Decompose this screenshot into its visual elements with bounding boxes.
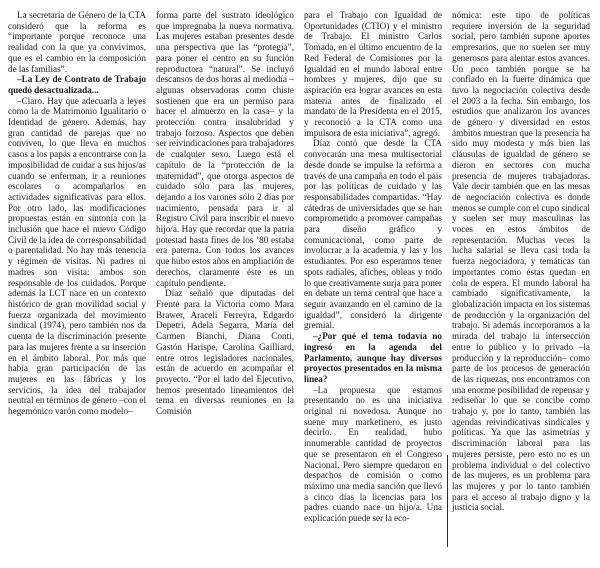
body-paragraph: para el Trabajo con Igualdad de Oportunidades (CTIO) y el ministro de Trabajo. El ministro Carlos Tomada, en el último encuentro de la Red Federal de Comisiones por la Igualdad en el mundo laboral entre hombres y mujeres, dijo que su aspiración era lograr avances en esta materia antes de finalizado el mandato de la Presidenta en el 2015, y reconoció a la CTA como una impulsora de esta iniciativa”, agregó. bbox=[304, 10, 442, 138]
column-divider bbox=[447, 455, 448, 547]
body-paragraph: Díaz señaló que diputadas del Frente para la Victoria como Mara Brawer, Araceli Ferreyra, Edgardo Depetri, Adela Segarra, María del Carmen Bianchi, Diana Conti, Gastón Harispe, Carolina Gailliard, entre otros legisladores nacionales, están de acuerdo en acompañar el proyecto. “Por el lado del Ejecutivo, hemos presentado lineamientos del tema en diversas reuniones en la Comisión bbox=[156, 288, 294, 417]
column-3 bbox=[304, 10, 442, 524]
body-paragraph: La secretaria de Género de la CTA consideró que la reforma es “importante porque reconoce una realidad con la que ya convivimos, que es el cambio en la composición de las familias”. bbox=[8, 10, 146, 74]
interview-question-paragraph: –¿Por qué el tema todavía no ingresó en la agenda del Parlamento, aunque hay diversos proyectos presentados en la misma línea? bbox=[304, 331, 442, 384]
body-paragraph: Díaz contó que desde la CTA convocarán una mesa multisectorial desde donde se impulse la reforma a través de una campaña en todo el país por las políticas de cuidado y las responsabilidades compartidas. “Hay cátedras de universidades que se han comprometido a promover campañas para diseño gráfico y comunicacional, como parte de involucrar a la academia y las y los estudiantes. Por eso esperamos tener spots radiales, afiches, obleas y todo lo que creativamente surja para poner en debate un tema central que hace a seguir avanzando en el camino de la igualdad”, consideró la dirigente gremial. bbox=[304, 138, 442, 331]
body-paragraph: forma parte del sustrato ideológico que impregnaba la nueva normativa. Las mujeres estaban presentes desde una perspectiva que las “protegía”, para poner el centro en su función reproductora “natural”. Se incluyó descansos de dos horas al mediodía –algunas observadoras como chiste sostienen que era un permiso para hacer el almuerzo en la casa– y la protección contra insalubridad y trabajo forzoso. Aspectos que deben ser reivindicaciones para trabajadores de cualquier sexo. Luego está el capítulo de la “protección de la maternidad”, que otorga aspectos de cuidado sólo para las mujeres, dejando a los varones sólo 2 días por nacimiento, pensada para ir al Registro Civil para inscribir el nuevo hijo/a. Hay que recordar que la patria potestad hasta fines de los ’80 estaba era paterna. Con todos los avances que hubo estos años en ampliación de derechos, claramente éste es un capítulo pendiente. bbox=[156, 10, 294, 288]
column-4 bbox=[452, 10, 590, 513]
column-1 bbox=[8, 10, 146, 417]
body-paragraph: –Claro. Hay que adecuarla a leyes como la de Matrimonio Igualitario o Identidad de género. Además, hay gran cantidad de parejas que no conviven, lo que lleva en muchos casos a los papás a encontrarse con la imposibilidad de cuidar a sus hijos/as cuando se enferman, ir a reuniones escolares o acompañarlos en actividades significativas para ellos. Por otro lado, las modificaciones propuestas están en sintonía con la inclusión que hace el nuevo Código Civil de la idea de corresponsabilidad o parentalidad. No hay más tenencia y régimen de visitas. Ni padres ni madres son visita: ambos son responsable de los cuidados. Porque además la LCT nace en un contexto histórico de gran movilidad social y fuerza organizada del movimiento sindical (1974), pero también nos da cuenta de la discriminación presente para las mujeres frente a su inserción en el ámbito laboral. Por más que había gran participación de las mujeres en las fábricas y los servicios, la idea del trabajador neutral en términos de género –con el hegemónico varón como modelo– bbox=[8, 95, 146, 417]
column-2 bbox=[156, 10, 294, 417]
body-paragraph: nómica: este tipo de políticas requiere inversión de la seguridad social, pero también supone aportes empresarios, que no suelen ser muy generosos para alentar estos avances. Un poco también porque se ha confiado en la fuerte dinámica que tuvo la negociación colectiva desde el 2003 a la fecha. Sin embargo, los estudios que analizaron los avances de género y diversidad en estos ámbitos muestran que la presencia ha sido muy modesta y más bien las cláusulas de igualdad de género se dieron en sectores con mucha presencia de mujeres trabajadoras. Vale decir también que en las mesas de negociación colectiva es donde menos se cumple con el cupo sindical y suelen ser muy masculinas las voces en estos ámbitos de representación. Muchas veces la lucha salarial se lleva casi toda la fuerza negociadora, y temáticas tan importantes como éstas quedan en cola de espera. El mundo laboral ha cambiado significativamente, la globalización impacta en los sistemas de producción y la organización del trabajo. Si además incorporamos a la mirada del trabajo la intersección entre lo público y lo privado –la producción y la reproducción– como parte de los procesos de generación de las riquezas, nos encontramos con una enorme posibilidad de repensar y rediseñar lo que se concibe como trabajo y, por lo tanto, también las agendas reivindicativas sindicales y políticas. Ya que las asimetrías y discriminación laboral para las mujeres persiste, pero esto no es un problema individual o del colectivo de las mujeres, es un problema para las mujeres y por lo tanto también para el acceso al trabajo digno y la justicia social. bbox=[452, 10, 590, 513]
article-columns bbox=[8, 10, 593, 524]
body-paragraph: –La propuesta que estamos presentando no es una iniciativa original ni novedosa. Aunque no suene muy marketinero, es justo decirlo. En realidad, hubo innumerable cantidad de proyectos que se presentaron en el Congreso Nacional. Pero siempre quedaron en despachos de comisión o como máximo una media sanción que llevó a cinco días la licencias para los padres cuando nace un hijo/a. Una explicación puede ser la eco- bbox=[304, 384, 442, 524]
interview-question-paragraph: –La Ley de Contrato de Trabajo quedó desactualizada... bbox=[8, 74, 146, 95]
